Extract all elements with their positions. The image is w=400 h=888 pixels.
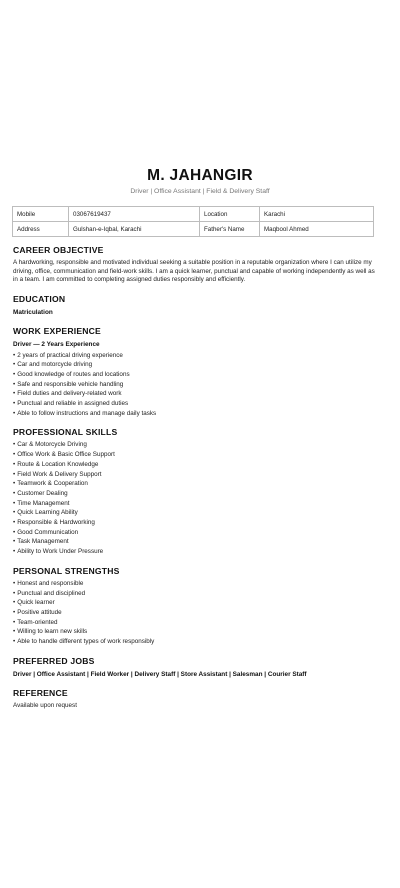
list-item: • Quick Learning Ability: [13, 508, 378, 518]
objective-text: A hardworking, responsible and motivated individual seeking a suitable position in a reputable organization where I can utilize my driving, office, communication and field-work skills. I am a quick learner, punctual and capable of working independently as well as in a team. I am committed to completing assigned duties responsibly and efficiently.: [13, 259, 375, 283]
mobile-value: 03067619437: [69, 207, 200, 222]
list-item: • Office Work & Basic Office Support: [13, 450, 378, 460]
professional-skills-section: [13, 427, 378, 556]
personal-strengths-section: [13, 566, 378, 647]
strengths-list: [13, 579, 378, 647]
table-row: [13, 222, 374, 237]
education-text: Matriculation: [13, 308, 53, 316]
candidate-name: M. JAHANGIR: [147, 167, 253, 184]
list-item: • Willing to learn new skills: [13, 627, 378, 637]
list-item: • Good Communication: [13, 528, 378, 538]
contact-info-table: [12, 206, 374, 237]
list-item: • Teamwork & Cooperation: [13, 479, 378, 489]
list-item: • Positive attitude: [13, 608, 378, 618]
list-item: • Ability to Work Under Pressure: [13, 547, 378, 557]
list-item: • Route & Location Knowledge: [13, 460, 378, 470]
list-item: • Time Management: [13, 499, 378, 509]
list-item: • Car and motorcycle driving: [13, 360, 378, 370]
list-item: • Punctual and disciplined: [13, 589, 378, 599]
experience-list: [13, 351, 378, 419]
table-row: [13, 207, 374, 222]
career-objective-section: [13, 245, 378, 285]
section-heading: PERSONAL STRENGTHS: [13, 565, 120, 576]
job-title: Driver — 2 Years Experience: [13, 340, 100, 348]
address-value: Gulshan-e-Iqbal, Karachi: [69, 222, 200, 237]
preferred-jobs-text: Driver | Office Assistant | Field Worker | Delivery Staff | Store Assistant | Salesman | Courier Staff: [13, 670, 307, 678]
section-heading: EDUCATION: [13, 293, 66, 304]
address-label: Address: [13, 222, 69, 237]
list-item: • Customer Dealing: [13, 489, 378, 499]
list-item: • Task Management: [13, 537, 378, 547]
list-item: • Punctual and reliable in assigned duties: [13, 399, 378, 409]
list-item: • Able to follow instructions and manage daily tasks: [13, 409, 378, 419]
section-heading: CAREER OBJECTIVE: [13, 245, 104, 255]
location-label: Location: [200, 207, 260, 222]
candidate-roles: Driver | Office Assistant | Field & Delivery Staff: [130, 188, 270, 195]
section-heading: WORK EXPERIENCE: [13, 325, 101, 336]
father-name-label: Father's Name: [200, 222, 260, 237]
section-heading: PREFERRED JOBS: [13, 655, 95, 666]
section-heading: REFERENCE: [13, 687, 68, 698]
list-item: • Quick learner: [13, 598, 378, 608]
location-value: Karachi: [260, 207, 374, 222]
work-experience-section: [13, 326, 378, 419]
education-section: [13, 294, 378, 317]
list-item: • Field duties and delivery-related work: [13, 389, 378, 399]
list-item: • 2 years of practical driving experience: [13, 351, 378, 361]
resume-header: [0, 167, 400, 195]
section-heading: PROFESSIONAL SKILLS: [13, 427, 118, 438]
mobile-label: Mobile: [13, 207, 69, 222]
list-item: • Responsible & Hardworking: [13, 518, 378, 528]
list-item: • Field Work & Delivery Support: [13, 470, 378, 480]
reference-text: Available upon request: [13, 701, 77, 709]
skills-list: [13, 440, 378, 556]
resume-body: [13, 245, 378, 710]
list-item: • Good knowledge of routes and locations: [13, 370, 378, 380]
preferred-jobs-section: [13, 656, 378, 679]
father-name-value: Maqbool Ahmed: [260, 222, 374, 237]
list-item: • Car & Motorcycle Driving: [13, 440, 378, 450]
list-item: • Honest and responsible: [13, 579, 378, 589]
list-item: • Safe and responsible vehicle handling: [13, 380, 378, 390]
list-item: • Team-oriented: [13, 618, 378, 628]
reference-section: [13, 688, 378, 711]
list-item: • Able to handle different types of work responsibly: [13, 637, 378, 647]
